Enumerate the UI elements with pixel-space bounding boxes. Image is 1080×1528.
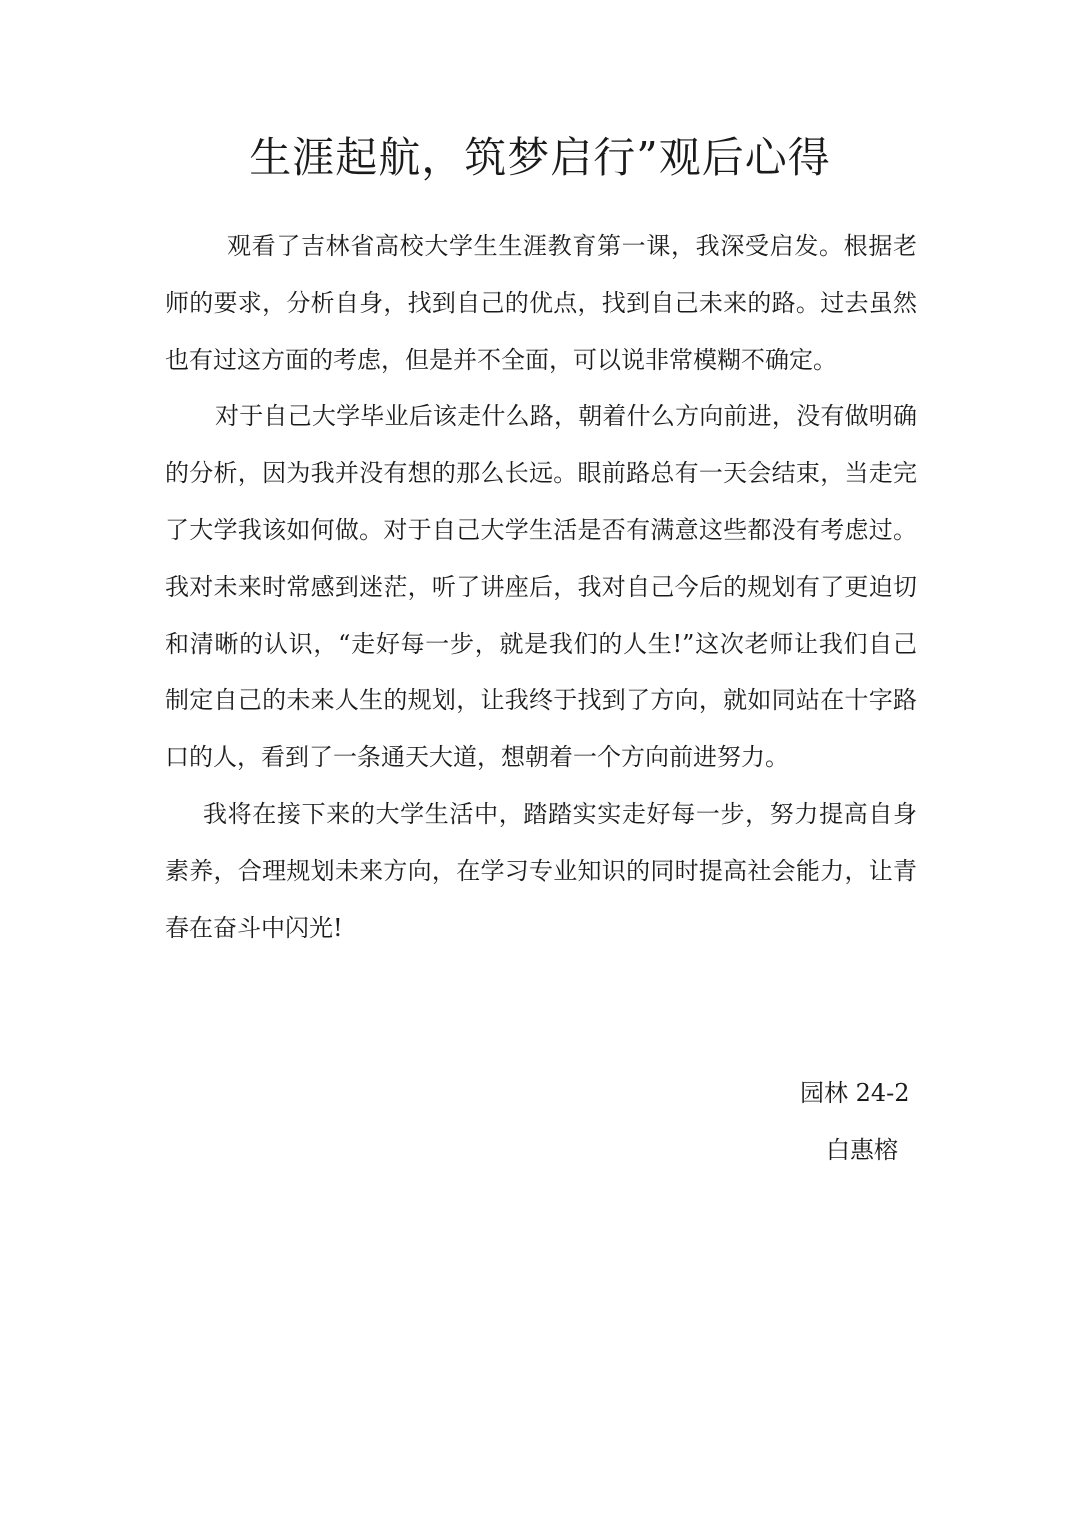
paragraph-3: 我将在接下来的大学生活中，踏踏实实走好每一步，努力提高自身素养，合理规划未来方向，在学习专业知识的同时提高社会能力，让青春在奋斗中闪光! <box>165 799 917 942</box>
signature-class: 园林 24-2 <box>800 1079 910 1107</box>
document-body <box>165 218 917 956</box>
paragraph-1: 观看了吉林省高校大学生生涯教育第一课，我深受启发。根据老师的要求，分析自身，找到自己的优点，找到自己未来的路。过去虽然也有过这方面的考虑，但是并不全面，可以说非常模糊不确定。 <box>165 232 917 374</box>
signature-author: 白惠榕 <box>826 1136 898 1164</box>
document-title: 生涯起航，筑梦启行”观后心得 <box>249 133 831 182</box>
paragraph-2: 对于自己大学毕业后该走什么路，朝着什么方向前进，没有做明确的分析，因为我并没有想的那么长远。眼前路总有一天会结束，当走完了大学我该如何做。对于自己大学生活是否有满意这些都没有考虑过。我对未来时常感到迷茫，听了讲座后，我对自己今后的规划有了更迫切和清晰的认识，“走好每一步，就是我们的人生!”这次老师让我们自己制定自己的未来人生的规划，让我终于找到了方向，就如同站在十字路口的人，看到了一条通天大道，想朝着一个方向前进努力。 <box>165 402 917 772</box>
